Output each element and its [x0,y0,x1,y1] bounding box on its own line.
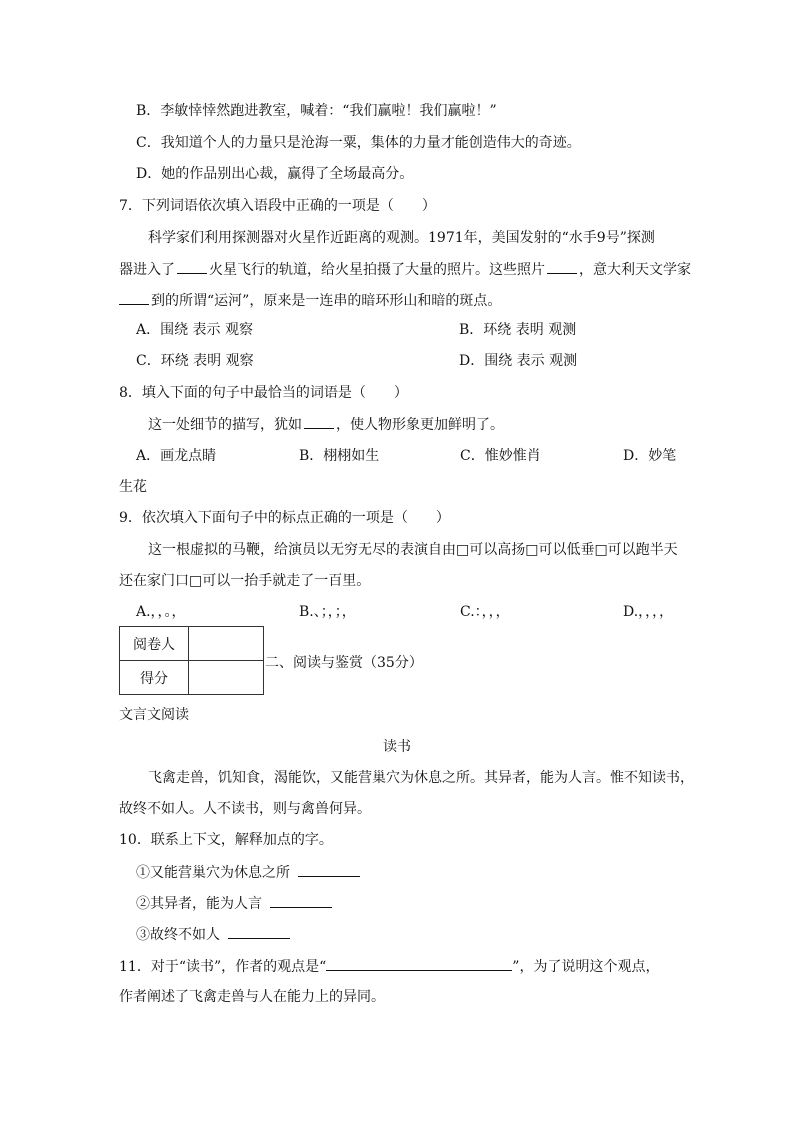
q7-option-c: C．环绕 表明 观察 [136,353,254,369]
passage-line2: 故终不如人。人不读书，则与禽兽何异。 [119,801,371,817]
text: 11．对于“读书”，作者的观点是“ [119,959,327,975]
classical-reading-heading: 文言文阅读 [119,707,189,723]
text: 到的所谓“运河”，原来是一连串的暗环形山和暗的斑点。 [151,293,502,309]
q9-option-a: A.，，。， [136,604,186,620]
text: 火星飞行的轨道，给火星拍摄了大量的照片。这些照片 [209,262,545,278]
text: ②其异者，能为人言 [136,896,262,912]
q6-option-c: C．我知道个人的力量只是沧海一粟，集体的力量才能创造伟大的奇迹。 [136,135,581,151]
text: 器进入了 [119,262,175,278]
fill-blank [177,259,207,274]
answer-blank[interactable] [298,862,360,877]
fill-blank [119,290,149,305]
q9-option-b: B.、；，；， [299,604,356,620]
score-label: 得分 [120,661,189,695]
text: ③故终不如人 [136,927,220,943]
q7-option-d: D．围绕 表示 观测 [459,353,578,369]
fill-blank [547,259,577,274]
q7-paragraph-line1: 科学家们利用探测器对火星作近距离的观测。1971年，美国发射的“水手9号”探测 [148,230,655,246]
passage-title: 读书 [383,739,411,755]
q8-stem: 8．填入下面的句子中最恰当的词语是（ ） [119,385,408,401]
score-table [119,626,264,695]
q10-item3 [136,924,292,945]
q7-paragraph-line3 [119,290,501,311]
q9-option-d: D.，，，， [623,604,674,620]
q7-paragraph-line2 [119,259,691,280]
answer-blank[interactable] [270,893,332,908]
text: ，使人物形象更加鲜明了。 [336,417,504,433]
text: ”，为了说明这个观点， [512,959,660,975]
q7-option-b: B．环绕 表明 观测 [459,322,577,338]
q11-line1 [119,956,659,977]
reviewer-label: 阅卷人 [120,627,189,661]
q10-stem: 10．联系上下文，解释加点的字。 [119,832,333,848]
q8-sentence [148,414,504,435]
section-heading: 二、阅读与鉴赏（35分） [265,655,423,671]
q8-option-b: B．栩栩如生 [299,448,380,464]
q11-line2: 作者阐述了飞禽走兽与人在能力上的异同。 [119,989,385,1005]
q6-option-b: B．李敏悻悻然跑进教室，喊着：“我们赢啦！我们赢啦！” [136,103,497,119]
q9-option-c: C.：，，， [460,604,510,620]
q10-item1 [136,862,362,883]
text: ①又能营巢穴为休息之所 [136,865,290,881]
q6-option-d: D．她的作品别出心裁，赢得了全场最高分。 [136,166,414,182]
score-cell[interactable] [189,661,264,695]
answer-blank[interactable] [326,956,512,971]
q7-stem: 7．下列词语依次填入语段中正确的一项是（ ） [119,198,436,214]
q8-option-d-continued: 生花 [119,479,147,495]
q7-option-a: A．围绕 表示 观察 [136,322,254,338]
q8-option-d: D．妙笔 [623,448,677,464]
answer-blank[interactable] [228,924,290,939]
q9-stem: 9．依次填入下面句子中的标点正确的一项是（ ） [119,510,450,526]
passage-line1: 飞禽走兽，饥知食，渴能饮，又能营巢穴为休息之所。其异者，能为人言。惟不知读书， [148,770,694,786]
q8-option-a: A．画龙点睛 [136,448,217,464]
q10-item2 [136,893,334,914]
q9-sentence-line1: 这一根虚拟的马鞭，给演员以无穷无尽的表演自由□可以高扬□可以低垂□可以跑半天 [148,542,678,558]
q8-option-c: C．惟妙惟肖 [460,448,541,464]
text: ，意大利天文学家 [579,262,691,278]
reviewer-cell[interactable] [189,627,264,661]
text: 这一处细节的描写，犹如 [148,417,302,433]
q9-sentence-line2: 还在家门口□可以一抬手就走了一百里。 [119,573,371,589]
fill-blank [304,414,334,429]
